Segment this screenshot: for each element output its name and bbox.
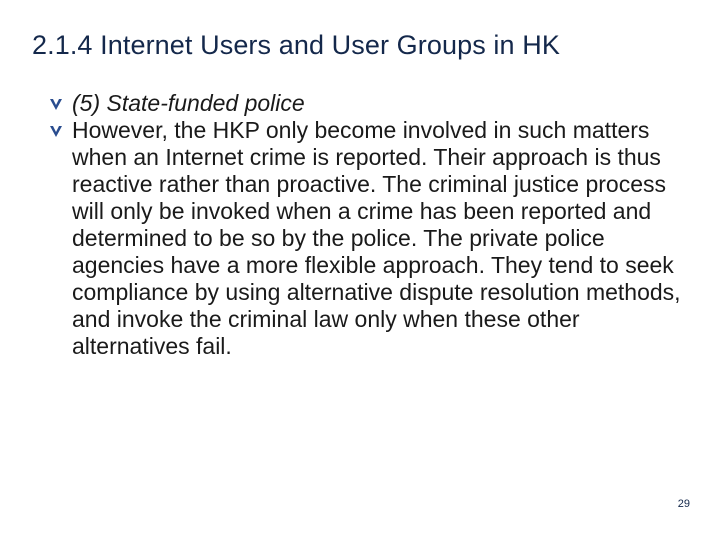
bullet-item-state-funded-police [48,90,698,117]
bullet-text: (5) State-funded police [72,90,305,116]
slide-title: 2.1.4 Internet Users and User Groups in HK [32,30,560,60]
page-number: 29 [677,498,690,510]
bullet-item-hkp-involvement [48,117,698,360]
bullet-text: However, the HKP only become involved in such matters when an Internet crime is reported. Their approach is thus reactive rather than proactive. The criminal justice process will only be invoked when a crime has been reported and determined to be so by the police. The private police agencies have a more flexible approach. They tend to seek compliance by using alternative dispute resolution methods, and invoke the criminal law only when these other alternatives fail. [72,117,681,359]
bullet-list [48,90,698,360]
checkmark-v-icon [48,96,64,112]
checkmark-v-icon [48,123,64,139]
